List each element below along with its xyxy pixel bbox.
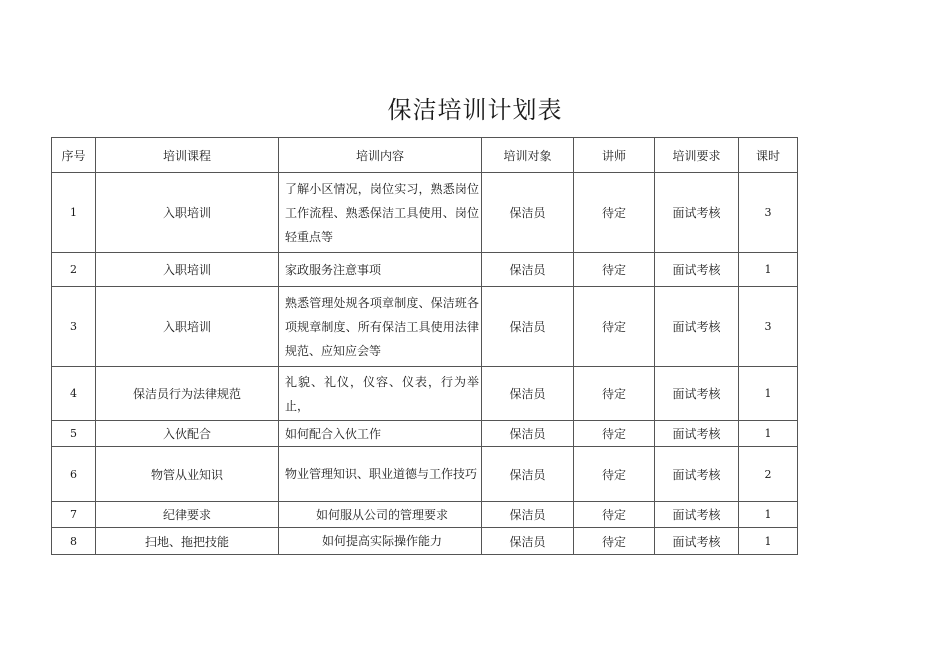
header-lecturer: 讲师 [574, 138, 655, 173]
header-content: 培训内容 [279, 138, 482, 173]
cell-course: 保洁员行为法律规范 [96, 367, 279, 421]
cell-lecturer: 待定 [574, 502, 655, 528]
training-plan-table [51, 137, 798, 555]
cell-course: 入伙配合 [96, 421, 279, 447]
cell-content: 物业管理知识、职业道德与工作技巧 [279, 447, 482, 502]
header-target: 培训对象 [482, 138, 574, 173]
cell-lecturer: 待定 [574, 421, 655, 447]
cell-course: 入职培训 [96, 253, 279, 287]
cell-hours: 1 [739, 367, 798, 421]
table-row [52, 421, 798, 447]
cell-hours: 1 [739, 528, 798, 555]
cell-target: 保洁员 [482, 253, 574, 287]
document-title: 保洁培训计划表 [387, 96, 563, 124]
cell-target: 保洁员 [482, 367, 574, 421]
table-row [52, 173, 798, 253]
cell-requirement: 面试考核 [655, 367, 739, 421]
cell-lecturer: 待定 [574, 253, 655, 287]
header-hours: 课时 [739, 138, 798, 173]
header-no: 序号 [52, 138, 96, 173]
cell-lecturer: 待定 [574, 367, 655, 421]
table-row [52, 528, 798, 555]
cell-course: 物管从业知识 [96, 447, 279, 502]
cell-hours: 1 [739, 253, 798, 287]
cell-target: 保洁员 [482, 447, 574, 502]
cell-hours: 3 [739, 173, 798, 253]
header-course: 培训课程 [96, 138, 279, 173]
cell-course: 入职培训 [96, 173, 279, 253]
cell-requirement: 面试考核 [655, 173, 739, 253]
cell-requirement: 面试考核 [655, 287, 739, 367]
cell-content: 家政服务注意事项 [279, 253, 482, 287]
cell-target: 保洁员 [482, 287, 574, 367]
cell-hours: 1 [739, 421, 798, 447]
cell-hours: 2 [739, 447, 798, 502]
cell-no: 1 [52, 173, 96, 253]
cell-hours: 3 [739, 287, 798, 367]
cell-target: 保洁员 [482, 502, 574, 528]
table-row [52, 253, 798, 287]
table-row [52, 502, 798, 528]
cell-content: 如何配合入伙工作 [279, 421, 482, 447]
cell-course: 扫地、拖把技能 [96, 528, 279, 555]
cell-no: 7 [52, 502, 96, 528]
cell-target: 保洁员 [482, 173, 574, 253]
cell-lecturer: 待定 [574, 173, 655, 253]
table-row [52, 447, 798, 502]
cell-no: 8 [52, 528, 96, 555]
table-row [52, 287, 798, 367]
cell-no: 2 [52, 253, 96, 287]
cell-no: 5 [52, 421, 96, 447]
cell-content: 了解小区情况，岗位实习，熟悉岗位工作流程、熟悉保洁工具使用、岗位轻重点等 [279, 173, 482, 253]
cell-no: 6 [52, 447, 96, 502]
cell-lecturer: 待定 [574, 447, 655, 502]
table-header-row [52, 138, 798, 173]
cell-no: 4 [52, 367, 96, 421]
table-row [52, 367, 798, 421]
cell-lecturer: 待定 [574, 528, 655, 555]
cell-target: 保洁员 [482, 528, 574, 555]
cell-no: 3 [52, 287, 96, 367]
cell-target: 保洁员 [482, 421, 574, 447]
cell-requirement: 面试考核 [655, 528, 739, 555]
header-requirement: 培训要求 [655, 138, 739, 173]
cell-course: 入职培训 [96, 287, 279, 367]
cell-requirement: 面试考核 [655, 502, 739, 528]
cell-requirement: 面试考核 [655, 447, 739, 502]
cell-content: 熟悉管理处规各项章制度、保洁班各项规章制度、所有保洁工具使用法律规范、应知应会等 [279, 287, 482, 367]
cell-hours: 1 [739, 502, 798, 528]
cell-lecturer: 待定 [574, 287, 655, 367]
cell-content: 礼貌、礼仪，仪容、仪表，行为举止， [279, 367, 482, 421]
cell-requirement: 面试考核 [655, 253, 739, 287]
cell-requirement: 面试考核 [655, 421, 739, 447]
cell-content: 如何提高实际操作能力 [279, 528, 482, 555]
cell-course: 纪律要求 [96, 502, 279, 528]
cell-content: 如何服从公司的管理要求 [279, 502, 482, 528]
